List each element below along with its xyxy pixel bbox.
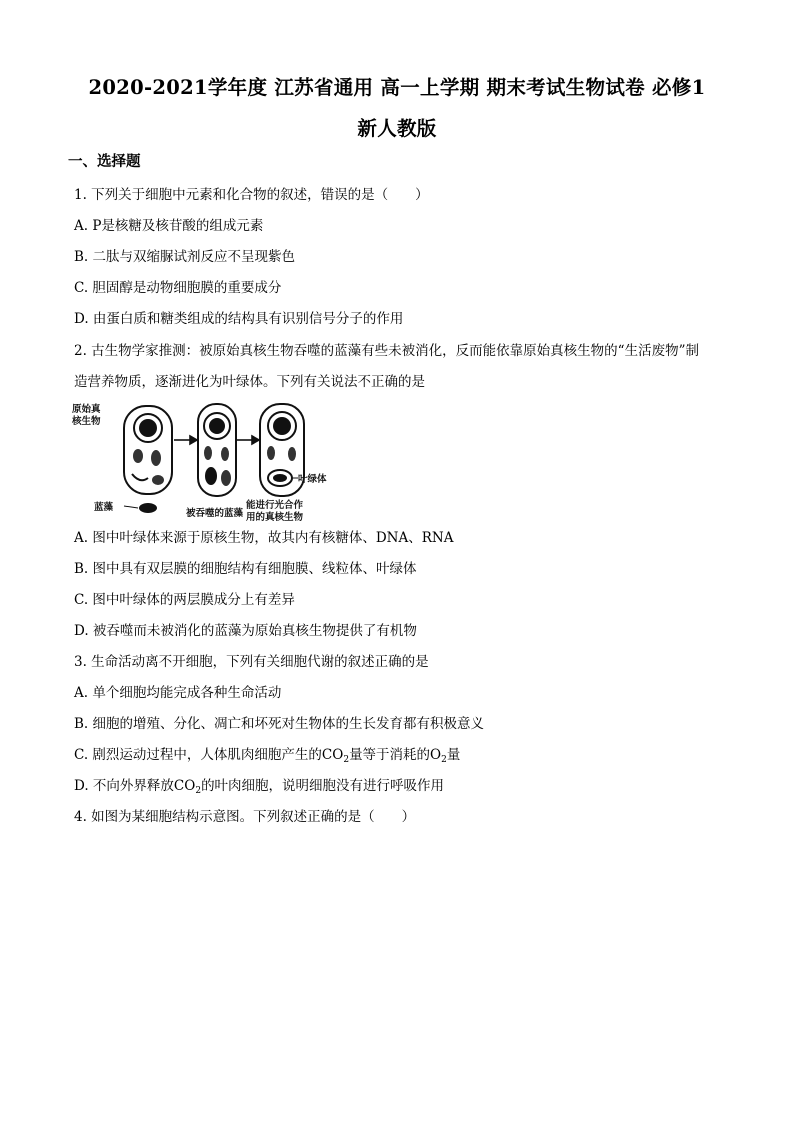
- question-2-option-b: B. 图中具有双层膜的细胞结构有细胞膜、线粒体、叶绿体: [74, 561, 417, 577]
- label-primitive-eukaryote-1: 原始真: [72, 404, 101, 415]
- label-engulfed-cyanobacteria: 被吞噬的蓝藻: [186, 508, 244, 519]
- endosymbiosis-figure: [70, 398, 327, 523]
- question-2-stem-line2: 造营养物质，逐渐进化为叶绿体。下列有关说法不正确的是: [74, 374, 425, 390]
- question-4-stem: 4. 如图为某细胞结构示意图。下列叙述正确的是（ ）: [74, 809, 416, 825]
- option-c-text-2: 量等于消耗的O: [349, 747, 442, 763]
- question-3-option-c: [74, 743, 460, 765]
- question-3-option-d: [74, 774, 444, 796]
- question-2-option-d: D. 被吞噬而未被消化的蓝藻为原始真核生物提供了有机物: [74, 623, 417, 639]
- co2-subscript: 2: [343, 755, 350, 765]
- question-3-option-a: A. 单个细胞均能完成各种生命活动: [74, 685, 282, 701]
- label-photosynthetic-eukaryote-2: 用的真核生物: [246, 512, 304, 523]
- option-d-text-2: 的叶肉细胞，说明细胞没有进行呼吸作用: [201, 778, 445, 794]
- primitive-eukaryote-cell: [124, 406, 172, 494]
- question-1-option-a: A. P是核糖及核苷酸的组成元素: [74, 218, 264, 234]
- option-c-text-1: C. 剧烈运动过程中，人体肌肉细胞产生的CO: [74, 747, 344, 763]
- label-cyanobacteria: 蓝藻: [94, 502, 114, 513]
- question-2-option-a: A. 图中叶绿体来源于原核生物，故其内有核糖体、DNA、RNA: [74, 530, 454, 546]
- co2-subscript: 2: [195, 786, 202, 796]
- label-primitive-eukaryote-2: 核生物: [72, 416, 101, 427]
- exam-title-line2: 新人教版: [357, 117, 437, 140]
- option-c-text-3: 量: [446, 747, 461, 763]
- question-1-option-c: C. 胆固醇是动物细胞膜的重要成分: [74, 280, 282, 296]
- exam-title-line1: 2020-2021学年度 江苏省通用 高一上学期 期末考试生物试卷 必修1: [88, 76, 706, 99]
- question-3-stem: 3. 生命活动离不开细胞，下列有关细胞代谢的叙述正确的是: [74, 654, 429, 670]
- question-3-option-b: B. 细胞的增殖、分化、凋亡和坏死对生物体的生长发育都有积极意义: [74, 716, 485, 732]
- question-1-option-d: D. 由蛋白质和糖类组成的结构具有识别信号分子的作用: [74, 311, 404, 327]
- cyanobacterium-shape: [139, 503, 157, 513]
- option-d-text-1: D. 不向外界释放CO: [74, 778, 196, 794]
- question-2-option-c: C. 图中叶绿体的两层膜成分上有差异: [74, 592, 295, 608]
- label-chloroplast: 叶绿体: [298, 474, 327, 485]
- o2-subscript: 2: [441, 755, 447, 765]
- engulfing-cell: [198, 404, 236, 496]
- section-heading: 一、选择题: [68, 153, 141, 170]
- label-photosynthetic-eukaryote-1: 能进行光合作: [246, 500, 304, 511]
- question-1-stem: 1. 下列关于细胞中元素和化合物的叙述，错误的是（ ）: [74, 187, 429, 203]
- question-1-option-b: B. 二肽与双缩脲试剂反应不呈现紫色: [74, 249, 296, 265]
- question-2-stem-line1: 2. 古生物学家推测：被原始真核生物吞噬的蓝藻有些未被消化，反而能依靠原始真核生物的“生活废物”制: [74, 343, 699, 359]
